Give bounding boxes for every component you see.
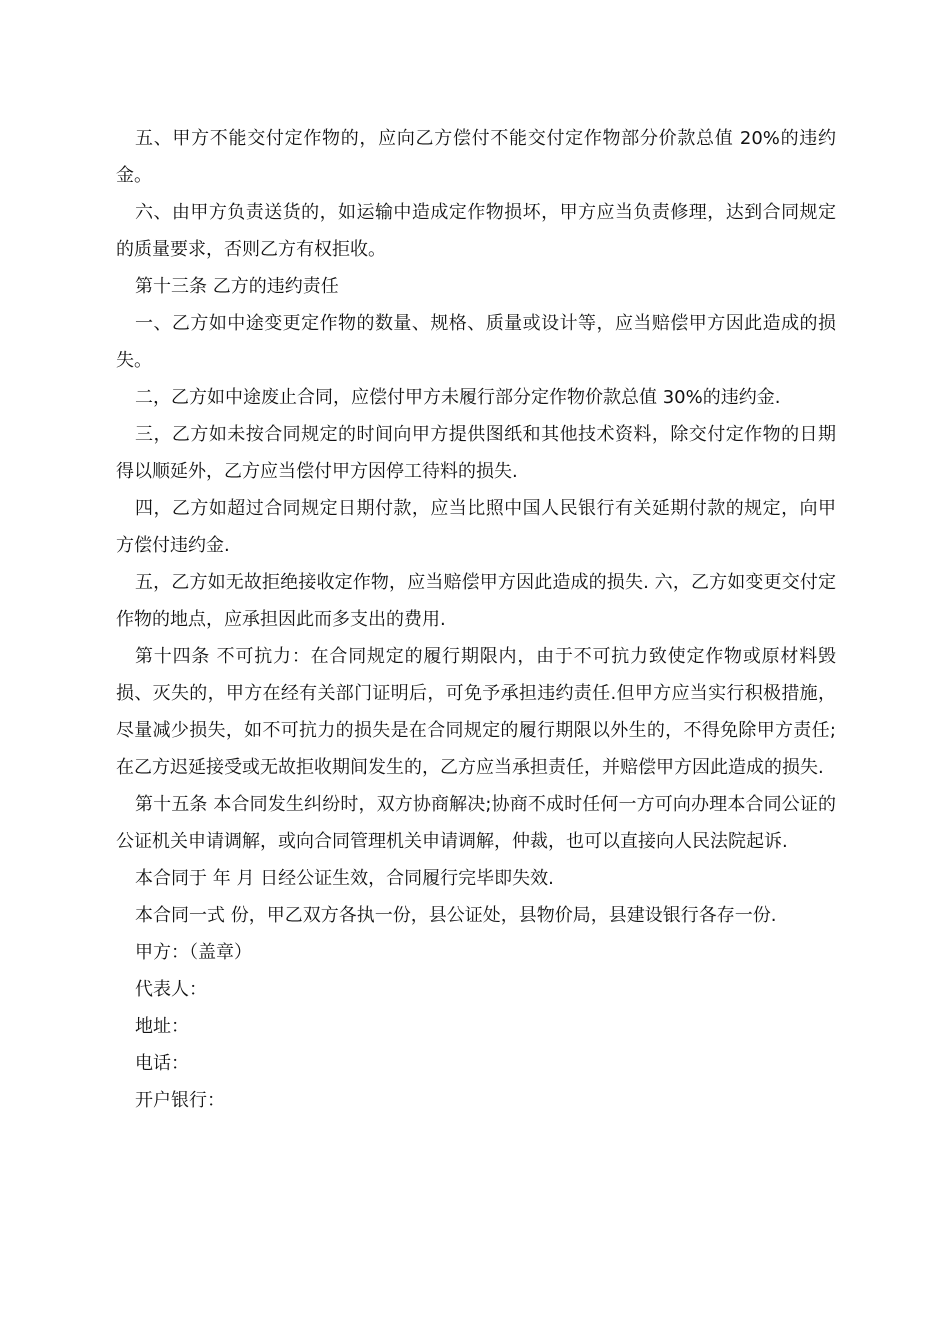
clause-3-party-b-late-materials: 三，乙方如未按合同规定的时间向甲方提供图纸和其他技术资料，除交付定作物的日期得以顺延外，乙方应当偿付甲方因停工待料的损失. [116,424,836,482]
party-a-seal-field: 甲方：（盖章） [135,942,252,963]
phone-field: 电话： [135,1053,189,1074]
article-14-force-majeure: 第十四条 不可抗力：在合同规定的履行期限内，由于不可抗力致使定作物或原材料毁损、灭失的，甲方在经有关部门证明后，可免予承担违约责任.但甲方应当实行积极措施，尽量减少损失，如不可抗力的损失是在合同规定的履行期限以外生的，不得免除甲方责任;在乙方迟延接受或无故拒收期间发生的，乙方应当承担责任，并赔偿甲方因此造成的损失. [116,646,836,778]
clause-4-party-b-late-payment: 四，乙方如超过合同规定日期付款，应当比照中国人民银行有关延期付款的规定，向甲方偿付违约金. [116,498,836,556]
article-15-disputes: 第十五条 本合同发生纠纷时，双方协商解决;协商不成时任何一方可向办理本合同公证的公证机关申请调解，或向合同管理机关申请调解，仲裁，也可以直接向人民法院起诉. [116,794,836,852]
article-13-heading: 第十三条 乙方的违约责任 [135,276,339,297]
clause-2-party-b-termination: 二，乙方如中途废止合同，应偿付甲方未履行部分定作物价款总值 30%的违约金. [135,387,781,408]
clause-1-party-b-changes: 一、乙方如中途变更定作物的数量、规格、质量或设计等，应当赔偿甲方因此造成的损失。 [116,313,836,371]
document-page [116,120,836,1119]
address-field: 地址： [135,1016,189,1037]
representative-field: 代表人： [135,979,207,1000]
bank-field: 开户银行： [135,1090,225,1111]
effective-date-statement: 本合同于 年 月 日经公证生效，合同履行完毕即失效. [135,868,554,889]
clause-5-party-a-failure-to-deliver: 五、甲方不能交付定作物的，应向乙方偿付不能交付定作物部分价款总值 20%的违约金。 [116,128,836,186]
copies-statement: 本合同一式 份，甲乙双方各执一份，县公证处，县物价局，县建设银行各存一份. [135,905,777,926]
clause-5-6-party-b-refusal-and-location-change: 五，乙方如无故拒绝接收定作物，应当赔偿甲方因此造成的损失. 六，乙方如变更交付定作物的地点，应承担因此而多支出的费用. [116,572,836,630]
clause-6-party-a-delivery-damage: 六、由甲方负责送货的，如运输中造成定作物损坏，甲方应当负责修理，达到合同规定的质量要求，否则乙方有权拒收。 [116,202,836,260]
